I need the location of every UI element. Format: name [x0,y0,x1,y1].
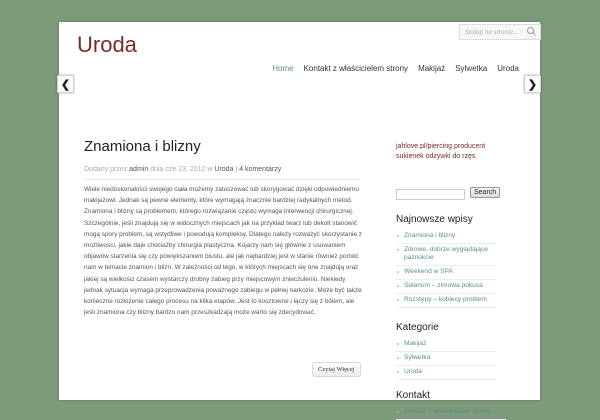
recent-post-item[interactable]: Rozstępy – kobiecy problem [396,294,496,308]
comments-link[interactable]: 4 komentarzy [239,166,282,173]
nav-item-home[interactable]: Home [272,64,294,73]
recent-post-item[interactable]: Solarium – zimowa pokusa [396,280,496,294]
nav-item-kontakt[interactable]: Kontakt z właścicielem strony [303,64,409,73]
meta-prefix: Dodany przez [84,166,128,173]
post-excerpt: Wiele niedoskonałości swojego ciała możemy zatuszować lub skorygować dzięki odpowiedniemu makijażowi. Jednak są pewne elementy, które wymagają znacznie bardziej radykalnych metod. Znamiona i blizny są problemem, którego rozwiązanie często wymaga interwencji chirurgicznej. Szczególnie, jeśli znajdują się w widocznych miejscach jak na przykład twarz lub dekolt stanowić mogą spory problem, są wstydliwe i powodują kompleksy. Dlatego należy rozważyć skorzystanie z możliwości, jakie daje chociażby chirurgia plastyczna. Kojarzy nam się głównie z usuwaniem objawów starzenia się czy powiększaniem biustu, ale jak najbardziej jest w stanie również pomóc nam w temacie znamion i blizn. W zależności od tego, w których miejscach się one znajdują oraz jakiej są wielkości czasem wystarczy drobny zabieg przy miejscowym znieczuleniu. Niekiedy jednak sytuacja wymaga przeprowadzenia poważnego zabiegu w pełnej narkozie. Może być także konieczne rozłożenie całego procesu na kilka etapów. Jest to kosztowne i łączy się z bólem, ale jeśli znamiona czy blizny bardzo nam przeszkadzają może warto się zdecydować. [84,186,362,317]
main-nav [267,64,524,73]
category-item-sylwetka[interactable]: Sylwetka [396,352,496,366]
header-search[interactable] [459,24,541,40]
recent-post-item[interactable]: Zdrowe, dobrze wyglądające paznokcie [396,244,496,266]
post-meta [84,166,360,180]
recent-post-item[interactable]: Weekend w SPA [396,266,496,280]
search-input[interactable]: Szukaj na stronie... [465,28,519,36]
contact-item[interactable]: Kontakt z właścicielem strony [396,406,506,420]
recent-posts-heading: Najnowsze wpisy [396,214,473,225]
sidebar-search-input[interactable] [396,189,465,200]
sidebar-sponsor-links[interactable]: jahlove.pl/piercing producent sukienek odżywki do rzęs [396,143,486,160]
nav-item-sylwetka[interactable]: Sylwetka [455,64,488,73]
meta-separator: | [235,166,238,173]
recent-posts-list [396,230,496,308]
page-container [59,22,540,415]
slider-next-button[interactable] [524,75,541,93]
slider-prev-button[interactable] [57,75,74,93]
contact-heading: Kontakt [396,390,430,401]
author-link[interactable]: admin [129,166,149,173]
search-icon[interactable] [525,26,537,38]
categories-list [396,338,496,380]
chevron-right-icon: ❯ [527,78,538,91]
category-item-makijaz[interactable]: Makijaż [396,338,496,352]
chevron-left-icon: ❮ [60,78,71,91]
category-link[interactable]: Uroda [214,166,234,173]
category-item-uroda[interactable]: Uroda [396,366,496,380]
recent-post-item[interactable]: Znamiona i blizny [396,230,496,244]
categories-heading: Kategorie [396,322,439,333]
post-title[interactable]: Znamiona i blizny [84,138,201,155]
read-more-button[interactable]: Czytaj Więcej [312,362,361,377]
sidebar-search-button[interactable]: Search [470,187,500,198]
contact-list [396,406,506,420]
nav-item-uroda[interactable]: Uroda [497,64,519,73]
nav-item-makijaz[interactable]: Makijaż [418,64,446,73]
site-title[interactable]: Uroda [77,32,137,57]
meta-date: dnia cze 23, 2012 w [150,166,213,173]
